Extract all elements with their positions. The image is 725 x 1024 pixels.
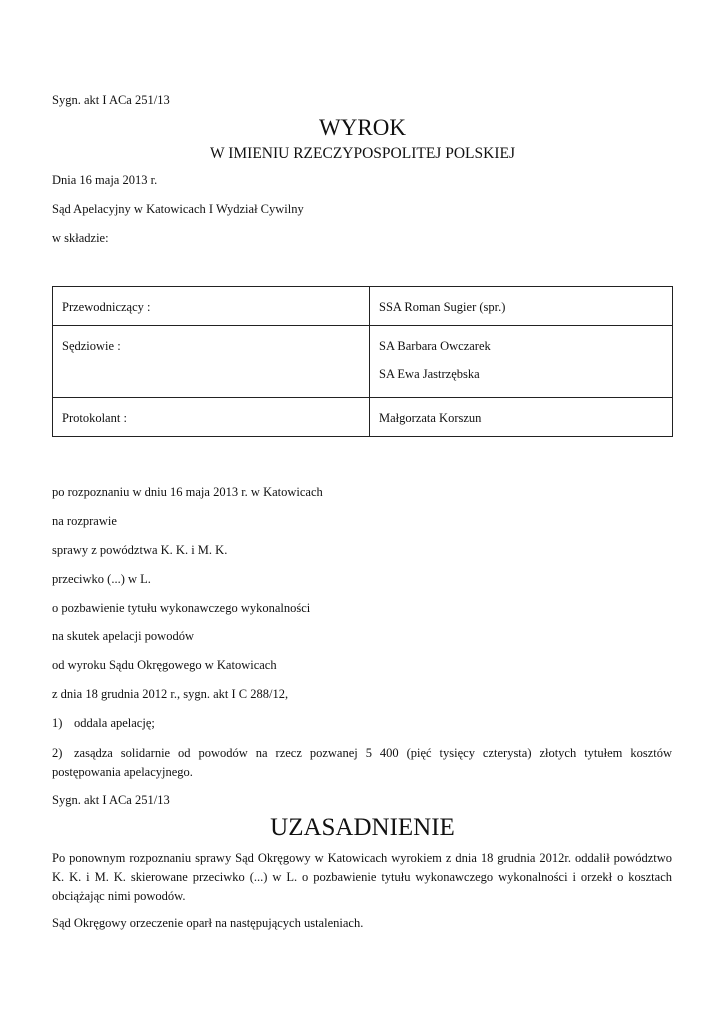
table-row: [53, 287, 673, 326]
judge-name: SA Ewa Jastrzębska: [379, 367, 480, 381]
ruling-item: [52, 744, 672, 782]
ruling-number: 2): [52, 746, 63, 760]
justification-paragraph: Po ponownym rozpoznaniu sprawy Sąd Okręgowy w Katowicach wyrokiem z dnia 18 grudnia 2012r. oddalił powództwo K. K. i M. K. skierowane przeciwko (...) w L. o pozbawienie tytułu wykonawczego wykonalności i orzekł o kosztach obciążając nimi powodów.: [52, 851, 672, 903]
composition-table: [52, 286, 673, 437]
proceedings-line: o pozbawienie tytułu wykonawczego wykonalności: [52, 601, 311, 615]
proceedings-line: na rozprawie: [52, 514, 117, 528]
case-signature-top: Sygn. akt I ACa 251/13: [52, 93, 170, 107]
name-presiding: SSA Roman Sugier (spr.): [370, 287, 673, 326]
table-row: [53, 326, 673, 398]
proceedings-line: przeciwko (...) w L.: [52, 572, 151, 586]
court-name: Sąd Apelacyjny w Katowicach I Wydział Cywilny: [52, 202, 304, 216]
role-judges: Sędziowie :: [53, 326, 370, 398]
proceedings-line: z dnia 18 grudnia 2012 r., sygn. akt I C 288/12,: [52, 687, 289, 701]
justification-title: UZASADNIENIE: [270, 814, 455, 841]
names-judges: [370, 326, 673, 398]
justification-paragraph: Sąd Okręgowy orzeczenie oparł na następujących ustaleniach.: [52, 916, 364, 930]
role-presiding: Przewodniczący :: [53, 287, 370, 326]
role-clerk: Protokolant :: [53, 398, 370, 437]
ruling-text: zasądza solidarnie od powodów na rzecz pozwanej 5 400 (pięć tysięcy czterysta) złotych tytułem kosztów postępowania apelacyjnego.: [52, 746, 672, 779]
composition-label: w składzie:: [52, 231, 109, 245]
ruling-item: [52, 715, 155, 731]
ruling-text: oddala apelację;: [74, 716, 155, 730]
judgment-title: WYROK: [319, 115, 406, 140]
ruling-number: 1): [52, 716, 63, 730]
judgment-subtitle: W IMIENIU RZECZYPOSPOLITEJ POLSKIEJ: [210, 145, 515, 162]
proceedings-line: na skutek apelacji powodów: [52, 629, 194, 643]
proceedings-line: sprawy z powództwa K. K. i M. K.: [52, 543, 228, 557]
judge-name: SA Barbara Owczarek: [379, 339, 491, 353]
proceedings-line: po rozpoznaniu w dniu 16 maja 2013 r. w Katowicach: [52, 485, 323, 499]
name-clerk: Małgorzata Korszun: [370, 398, 673, 437]
judgment-date: Dnia 16 maja 2013 r.: [52, 173, 158, 187]
case-signature-justification: Sygn. akt I ACa 251/13: [52, 793, 170, 807]
table-row: [53, 398, 673, 437]
proceedings-line: od wyroku Sądu Okręgowego w Katowicach: [52, 658, 277, 672]
